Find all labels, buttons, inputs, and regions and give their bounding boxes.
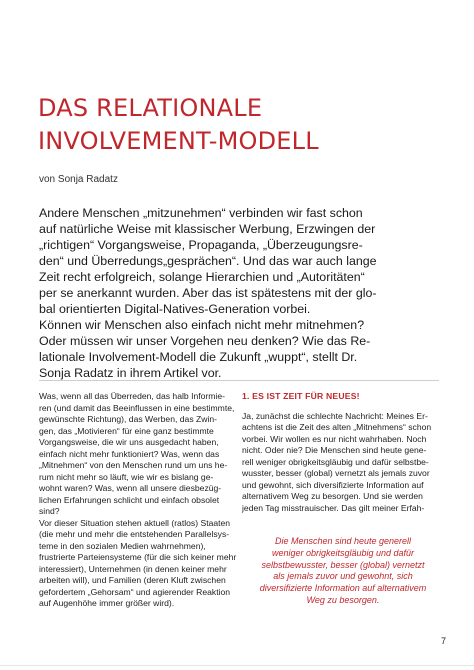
lead-line: „richtigen“ Vorgangsweise, Propaganda, „Überzeugungsre-: [39, 238, 363, 252]
body-line: Vor dieser Situation stehen aktuell (ratlos) Staaten: [39, 517, 231, 528]
body-column-right: [242, 391, 438, 514]
body-line: alternativem Weg zu besorgen. Und sie werden: [242, 491, 423, 501]
body-line: gewünschte Richtung), das Werben, das Zwin-: [39, 414, 218, 424]
body-line: achtens ist die Zeit des alten „Mitnehmens“ schon: [242, 422, 432, 432]
lead-line: Sonja Radatz in ihrem Artikel vor.: [39, 366, 222, 380]
pull-quote-line: als jemals zuvor und gewohnt, sich: [273, 571, 413, 582]
page-number: 7: [441, 636, 447, 646]
body-line: wusster, besser (global) vernetzt als jemals zuvor: [242, 468, 430, 478]
lead-line: lationale Involvement-Modell die Zukunft „wuppt“, stellt Dr.: [39, 350, 358, 364]
body-line: jeden Tag misstrauischer. Das gilt meiner Erfah-: [242, 502, 425, 513]
body-column-left: [39, 391, 235, 610]
body-line: sind?: [39, 506, 60, 516]
body-line: lichen Erfahrungen schlicht und einfach obsolet: [39, 494, 220, 505]
byline: von Sonja Radatz: [39, 174, 118, 185]
body-line: Ja, zunächst die schlechte Nachricht: Meines Er-: [242, 410, 428, 421]
body-line: nicht. Oder nie? Die Menschen sind heute gene-: [242, 445, 427, 455]
pull-quote-line: Die Menschen sind heute generell: [274, 536, 412, 546]
pull-quote-line: Weg zu besorgen.: [306, 594, 380, 605]
lead-line: Andere Menschen „mitzunehmen“ verbinden wir fast schon: [39, 206, 363, 220]
body-line: Vorgangsweise, die wir uns ausgedacht haben,: [39, 437, 219, 447]
body-line: und gewohnt, sich diversifizierte Information auf: [242, 479, 424, 490]
pull-quote-line: weniger obrigkeitsgläubig und dafür: [271, 547, 415, 558]
article-title-line-1: DAS RELATIONALE: [38, 94, 263, 122]
body-line: gen, das „Motivieren“ für eine ganz bestimmte: [39, 425, 214, 436]
body-line: arbeiten will), und Familien (deren Kluft zwischen: [39, 575, 226, 585]
pull-quote: [250, 536, 436, 607]
body-line: vorbei. Wir wollen es nur nicht wahrhaben. Noch: [242, 433, 427, 444]
body-line: teme in den sozialen Medien wahrnehmen),: [39, 540, 206, 551]
body-line: interessiert), Unternehmen (in denen keiner mehr: [39, 563, 227, 574]
section-divider: [39, 380, 439, 381]
body-line: gefordertem „Gehorsam“ und agierender Reaktion: [39, 586, 231, 597]
lead-paragraph: [39, 205, 444, 381]
section-heading: 1. ES IST ZEIT FÜR NEUES!: [242, 391, 360, 401]
lead-line: Können wir Menschen also einfach nicht mehr mitnehmen?: [39, 318, 365, 332]
body-line: auf Augenhöhe immer größer wird).: [39, 598, 175, 608]
pull-quote-line: diversifizierte Information auf alternativem: [259, 583, 427, 594]
body-line: ren (und damit das Beeinflussen in eine bestimmte,: [39, 402, 235, 413]
lead-line: auf natürliche Weise mit klassischer Werbung, Erzwingen der: [39, 222, 376, 236]
lead-line: bal orientierten Digital-Natives-Generation vorbei.: [39, 302, 311, 316]
article-title-line-2: INVOLVEMENT-MODELL: [38, 127, 319, 155]
body-line: (die mehr und mehr die entstehenden Parallelsys-: [39, 529, 230, 539]
lead-line: Zeit recht erfolgreich, solange Hierarchien und „Autoritäten“: [39, 270, 365, 284]
body-line: frustrierte Parteiensysteme (für die sich keiner mehr: [39, 552, 237, 562]
lead-line: den“ und Überredungs„gesprächen“. Und das war auch lange: [39, 254, 377, 268]
article-title: [38, 92, 448, 158]
body-line: rum nicht mehr so läuft, wie wir es bislang ge-: [39, 471, 214, 482]
body-line: Was, wenn all das Überreden, das halb Informie-: [39, 391, 225, 401]
body-line: rell weniger obrigkeitsgläubig und dafür selbstbe-: [242, 456, 429, 467]
body-line: „Mitnehmen“ von den Menschen rund um uns he-: [39, 460, 228, 470]
body-line: wohnt waren? Was, wenn all unsere diesbezüg-: [39, 483, 222, 493]
pull-quote-line: selbstbewusster, besser (global) vernetzt: [261, 559, 425, 570]
lead-line: per se anerkannt wurden. Aber das ist spätestens mit der glo-: [39, 286, 377, 300]
body-line: einfach nicht mehr funktioniert? Was, wenn das: [39, 448, 220, 459]
page-bottom-edge: [0, 665, 474, 666]
lead-line: Oder müssen wir unser Vorgehen neu denken? Wie das Re-: [39, 334, 371, 348]
